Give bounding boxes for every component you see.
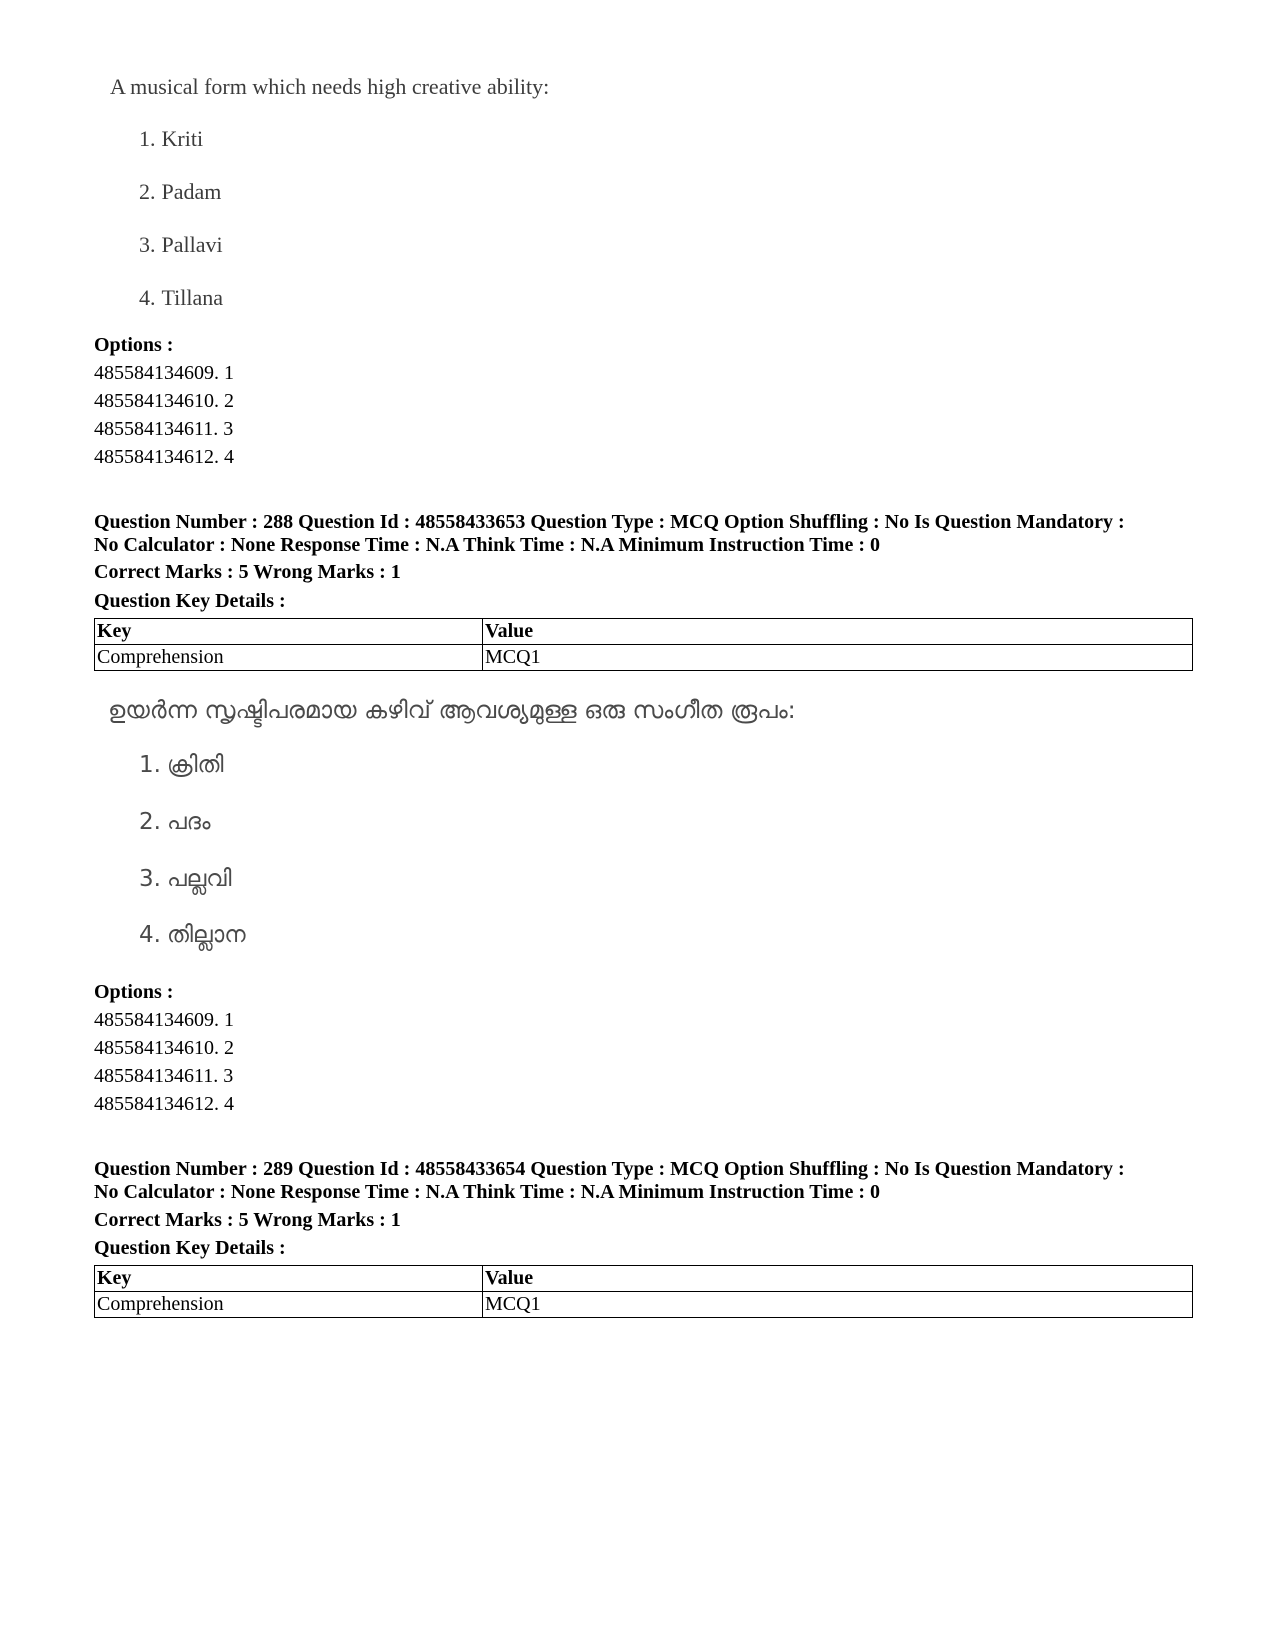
- option-text: Tillana: [161, 285, 224, 310]
- question-meta-line: Question Number : 288 Question Id : 48558433653 Question Type : MCQ Option Shuffling : No Is Question Mandatory :: [94, 511, 1125, 533]
- key-details-label: Question Key Details :: [94, 1237, 286, 1259]
- question-option: [139, 866, 231, 892]
- question-meta-line: Question Number : 289 Question Id : 48558433654 Question Type : MCQ Option Shuffling : No Is Question Mandatory :: [94, 1158, 1125, 1180]
- option-number: 2.: [139, 179, 156, 204]
- question-option: [139, 179, 221, 205]
- table-cell-value: MCQ1: [483, 1292, 1193, 1318]
- option-id-line: 485584134609. 1: [94, 362, 234, 384]
- table-header-value: Value: [483, 1266, 1193, 1292]
- question-option: [139, 126, 203, 152]
- table-header-key: Key: [95, 1266, 483, 1292]
- option-number: 3.: [139, 232, 156, 257]
- option-text: Pallavi: [161, 232, 223, 257]
- table-header-row: [95, 1266, 1193, 1292]
- key-details-label: Question Key Details :: [94, 590, 286, 612]
- question-meta: [94, 1158, 1204, 1204]
- option-number: 1.: [139, 752, 161, 778]
- table-cell-key: Comprehension: [95, 645, 483, 671]
- option-text: Padam: [161, 179, 222, 204]
- question-option: [139, 232, 223, 258]
- table-header-key: Key: [95, 619, 483, 645]
- key-details-table: [94, 618, 1193, 671]
- option-text: തില്ലാന: [166, 922, 246, 948]
- option-id-line: 485584134610. 2: [94, 390, 234, 412]
- table-header-value: Value: [483, 619, 1193, 645]
- table-row: [95, 1292, 1193, 1318]
- table-cell-key: Comprehension: [95, 1292, 483, 1318]
- marks-line: Correct Marks : 5 Wrong Marks : 1: [94, 561, 401, 583]
- question-option: [139, 922, 246, 948]
- options-label: Options :: [94, 334, 174, 356]
- option-text: പദം: [166, 809, 211, 835]
- question-meta-line: No Calculator : None Response Time : N.A Think Time : N.A Minimum Instruction Time : 0: [94, 1181, 880, 1203]
- option-number: 4.: [139, 285, 156, 310]
- option-id-line: 485584134612. 4: [94, 446, 234, 468]
- marks-line: Correct Marks : 5 Wrong Marks : 1: [94, 1209, 401, 1231]
- option-id-line: 485584134610. 2: [94, 1037, 234, 1059]
- question-meta: [94, 511, 1204, 557]
- option-text: പല്ലവി: [166, 866, 232, 892]
- option-id-line: 485584134611. 3: [94, 1065, 234, 1087]
- option-id-line: 485584134611. 3: [94, 418, 234, 440]
- option-number: 1.: [139, 126, 156, 151]
- option-number: 2.: [139, 809, 161, 835]
- options-label: Options :: [94, 981, 174, 1003]
- question-option: [139, 752, 224, 778]
- option-id-line: 485584134612. 4: [94, 1093, 234, 1115]
- option-number: 3.: [139, 866, 161, 892]
- question-meta-line: No Calculator : None Response Time : N.A Think Time : N.A Minimum Instruction Time : 0: [94, 534, 880, 556]
- key-details-table: [94, 1265, 1193, 1318]
- option-text: Kriti: [161, 126, 204, 151]
- question-stem: A musical form which needs high creative ability:: [110, 74, 550, 99]
- option-text: ക്രിതി: [166, 752, 224, 778]
- table-cell-value: MCQ1: [483, 645, 1193, 671]
- option-id-line: 485584134609. 1: [94, 1009, 234, 1031]
- table-header-row: [95, 619, 1193, 645]
- question-option: [139, 285, 223, 311]
- question-option: [139, 809, 210, 835]
- option-number: 4.: [139, 922, 161, 948]
- table-row: [95, 645, 1193, 671]
- question-stem: ഉയർന്ന സൃഷ്ടിപരമായ കഴിവ് ആവശ്യമുള്ള ഒരു സംഗീത രൂപം:: [108, 696, 796, 724]
